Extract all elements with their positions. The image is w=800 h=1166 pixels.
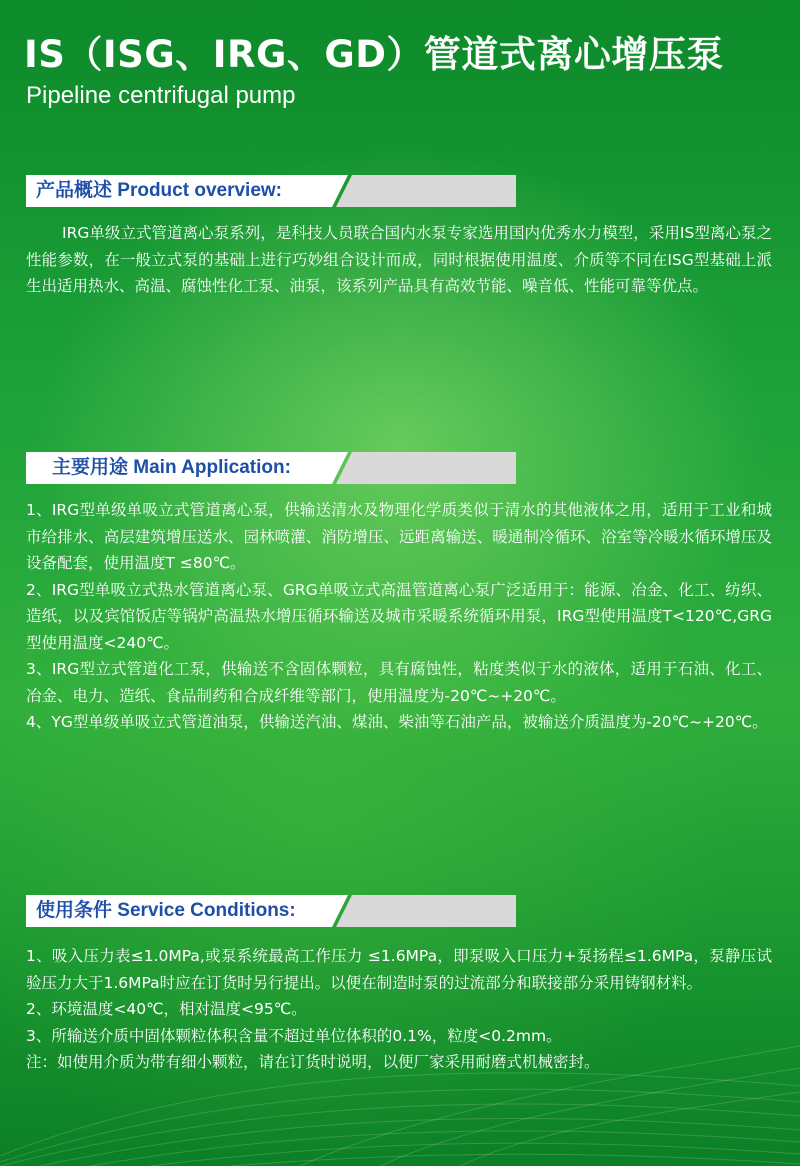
overview-text <box>26 220 772 300</box>
application-item: 2、IRG型单吸立式热水管道离心泵、GRG单吸立式高温管道离心泵广泛适用于：能源、冶金、化工、纺织、造纸，以及宾馆饭店等锅炉高温热水增压循环输送及城市采暖系统循环用泵，IRG型使用温度T<120℃,GRG型使用温度<240℃。 <box>26 580 772 652</box>
application-item: 1、IRG型单级单吸立式管道离心泵，供输送清水及物理化学质类似于清水的其他液体之用，适用于工业和城市给排水、高层建筑增压送水、园林喷灌、消防增压、远距离输送、暖通制冷循环、浴室等冷暖水循环增压及设备配套，使用温度T ≤80℃。 <box>26 501 772 572</box>
overview-heading-bar <box>26 175 516 207</box>
conditions-item: 3、所输送介质中固体颗粒体积含量不超过单位体积的0.1%，粒度<0.2mm。 <box>26 1026 562 1045</box>
conditions-heading-bar <box>26 895 516 927</box>
application-heading-bar <box>26 452 516 484</box>
overview-paragraph: IRG单级立式管道离心泵系列，是科技人员联合国内水泵专家选用国内优秀水力模型，采用IS型离心泵之性能参数，在一般立式泵的基础上进行巧妙组合设计而成，同时根据使用温度、介质等不同在ISG型基础上派生出适用热水、高温、腐蚀性化工泵、油泵，该系列产品具有高效节能、噪音低、性能可靠等优点。 <box>26 224 772 295</box>
conditions-item: 注：如使用介质为带有细小颗粒，请在订货时说明，以便厂家采用耐磨式机械密封。 <box>26 1053 600 1071</box>
page-title: IS（ISG、IRG、GD）管道式离心增压泵 <box>24 33 724 76</box>
conditions-heading: 使用条件 Service Conditions: <box>36 900 296 921</box>
application-heading: 主要用途 Main Application: <box>52 457 291 478</box>
conditions-item: 1、吸入压力表≤1.0MPa,或泵系统最高工作压力 ≤1.6MPa，即泵吸入口压力+泵扬程≤1.6MPa，泵静压试验压力大于1.6MPa时应在订货时另行提出。以便在制造时泵的过流部分和联接部分采用铸钢材料。 <box>26 947 772 992</box>
application-item: 3、IRG型立式管道化工泵，供输送不含固体颗粒，具有腐蚀性，粘度类似于水的液体，适用于石油、化工、冶金、电力、造纸、食品制药和合成纤维等部门，使用温度为-20℃~+20℃。 <box>26 660 772 705</box>
conditions-item: 2、环境温度<40℃，相对温度<95℃。 <box>26 1000 307 1018</box>
application-list <box>26 497 772 736</box>
page-subtitle: Pipeline centrifugal pump <box>26 82 296 109</box>
application-item: 4、YG型单级单吸立式管道油泵，供输送汽油、煤油、柴油等石油产品，被输送介质温度为-20℃~+20℃。 <box>26 713 768 731</box>
overview-heading: 产品概述 Product overview: <box>36 180 282 201</box>
decorative-waves <box>0 1016 800 1166</box>
